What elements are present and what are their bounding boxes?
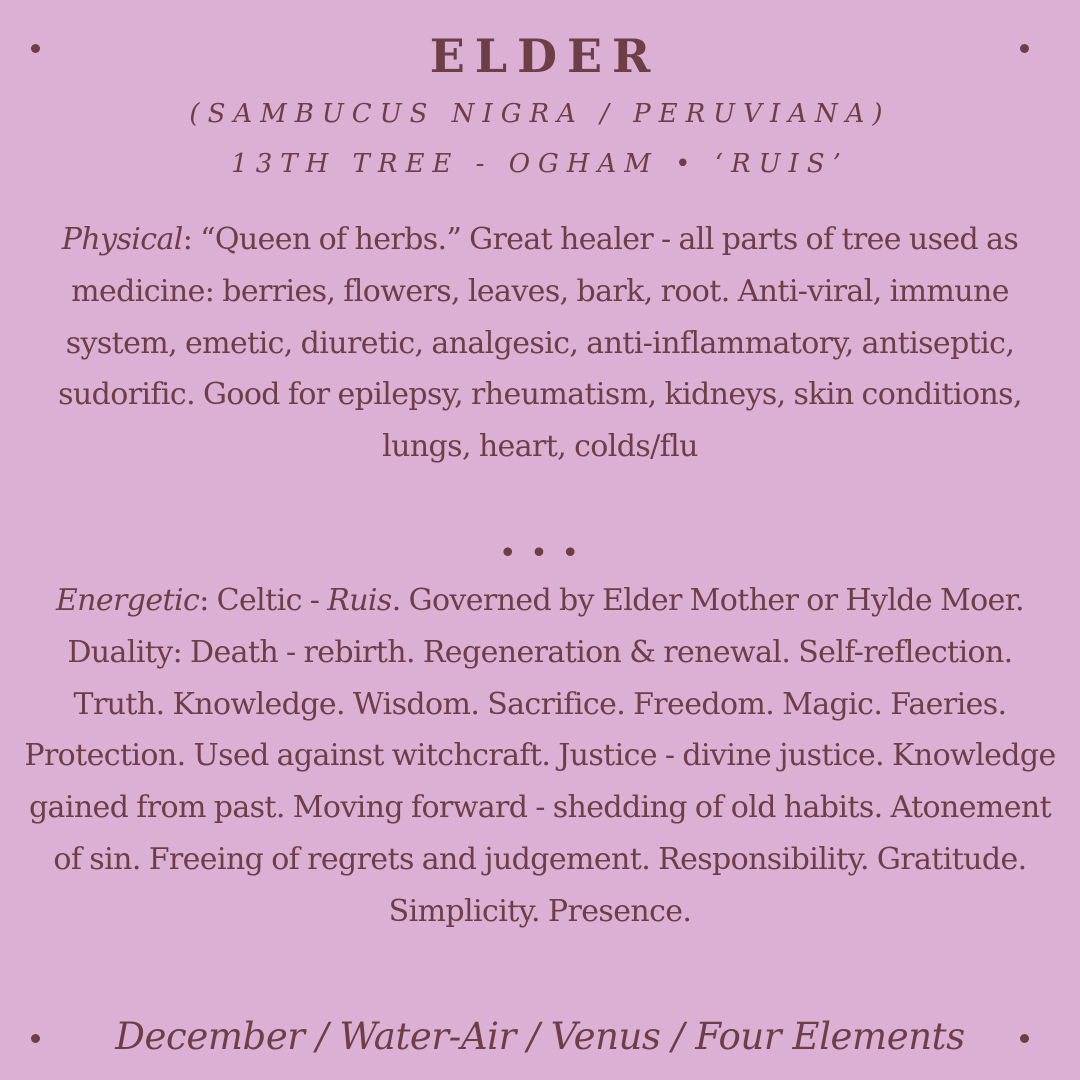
energetic-text-b: . Governed by Elder Mother or Hylde Moer. Duality: Death - rebirth. Regeneration & renewal. Self-reflection. Truth. Knowledge. Wisdom. Sacrifice. Freedom. Magic. Faeries. Protection. Used against witchcraft. Justice - divine justice. Knowledge gained from past. Moving forward - shedding of old habits. Atonement of sin. Freeing of regrets and judgement. Responsibility. Gratitude. Simplicity. Presence. [24, 583, 1056, 929]
scientific-name: (SAMBUCUS NIGRA / PERUVIANA) [189, 99, 891, 129]
energetic-ruis: Ruis [327, 583, 392, 618]
physical-label: Physical [61, 222, 183, 257]
energetic-text-a: : Celtic - [199, 583, 328, 618]
energetic-paragraph [18, 575, 1062, 938]
page-title: ELDER [429, 29, 661, 83]
ogham-line: 13TH TREE - OGHAM • ‘RUIS’ [231, 149, 849, 179]
footer-correspondences: December / Water-Air / Venus / Four Elements [115, 1015, 965, 1058]
section-separator: • • • [498, 536, 582, 571]
physical-paragraph [18, 214, 1062, 473]
footer-right-bullet [1020, 1034, 1029, 1043]
energetic-label: Energetic [55, 583, 200, 618]
physical-text: : “Queen of herbs.” Great healer - all parts of tree used as medicine: berries, flowers, leaves, bark, root. Anti-viral, immune system, emetic, diuretic, analgesic, anti-inflammatory, antiseptic, sudorific. Good for epilepsy, rheumatism, kidneys, skin conditions, lungs, heart, colds/flu [58, 222, 1022, 465]
